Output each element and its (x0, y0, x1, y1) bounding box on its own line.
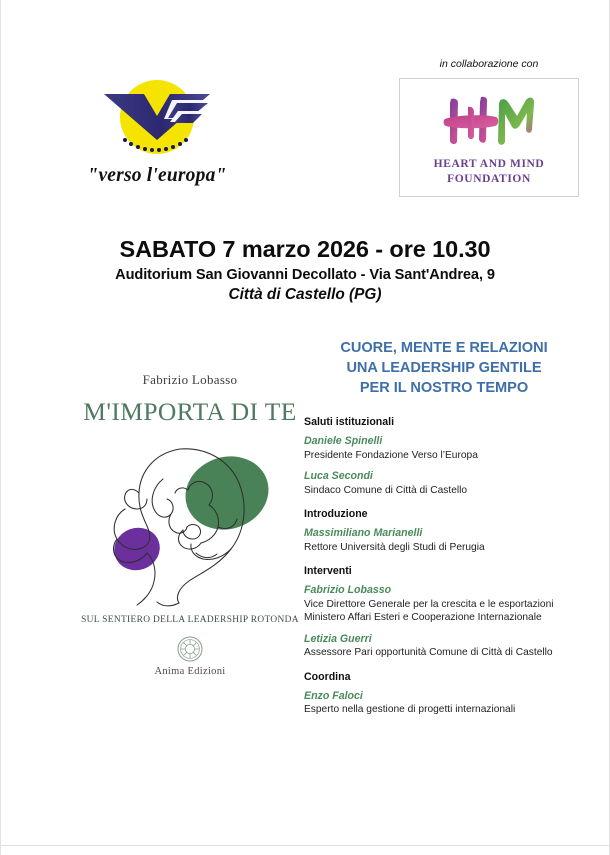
organizer-logo (77, 78, 237, 187)
eu-chevron-stars-icon (98, 78, 216, 156)
program-section (304, 671, 584, 717)
organizer-logo-caption: "verso l'europa" (87, 165, 227, 186)
collaboration-name-line1: HEART AND MIND (433, 158, 545, 170)
program-person (304, 583, 584, 625)
collaboration-block (399, 58, 579, 197)
program-section-heading: Saluti istituzionali (304, 416, 395, 429)
collaboration-label: in collaborazione con (439, 58, 539, 70)
program-section-heading: Introduzione (304, 508, 368, 521)
book-author: Fabrizio Lobasso (142, 372, 238, 387)
line-art-face-illustration (85, 431, 295, 611)
program-title-line2: UNA LEADERSHIP GENTILE (346, 360, 542, 377)
program-person (304, 526, 584, 554)
collaboration-name-line2: FOUNDATION (447, 173, 531, 186)
person-name: Massimiliano Marianelli (304, 527, 423, 540)
person-role: Rettore Università degli Studi di Perugia (304, 541, 485, 553)
program-section (304, 508, 584, 554)
person-role-secondary: Ministero Affari Esteri e Cooperazione Internazionale (304, 612, 542, 624)
book-cover (77, 372, 303, 677)
event-venue: Auditorium San Giovanni Decollato - Via Sant'Andrea, 9 (115, 267, 495, 283)
program-section (304, 565, 584, 660)
person-name: Daniele Spinelli (304, 435, 383, 448)
person-name: Luca Secondi (304, 470, 373, 483)
logo-band (1, 0, 609, 210)
person-role: Esperto nella gestione di progetti internazionali (304, 704, 516, 716)
person-name: Enzo Faloci (304, 689, 363, 702)
program-title-line3: PER IL NOSTRO TEMPO (359, 380, 529, 397)
program-person (304, 469, 584, 497)
program-section-heading: Coordina (304, 670, 351, 683)
event-city: Città di Castello (PG) (228, 286, 382, 303)
event-date: SABATO 7 marzo 2026 - ore 10.30 (119, 236, 491, 262)
program-section-heading: Interventi (304, 565, 352, 578)
program-title-line1: CUORE, MENTE E RELAZIONI (340, 340, 548, 356)
book-subtitle: SUL SENTIERO DELLA LEADERSHIP ROTONDA (81, 615, 299, 625)
person-name: Letizia Guerri (304, 632, 372, 645)
sheet-bottom-edge (1, 845, 609, 846)
anima-edizioni-rosette-icon (177, 636, 203, 662)
person-role: Vice Direttore Generale per la crescita e le esportazioni (304, 598, 554, 610)
program-column (304, 338, 584, 728)
program-title (304, 338, 584, 398)
collaboration-logo-card (399, 78, 579, 197)
person-role: Presidente Fondazione Verso l’Europa (304, 449, 478, 461)
event-header (1, 236, 609, 304)
chevron-stars-svg (98, 78, 216, 156)
person-name: Fabrizio Lobasso (304, 584, 392, 597)
book-title: M'IMPORTA DI TE (83, 397, 297, 426)
program-person (304, 689, 584, 717)
program-person (304, 434, 584, 462)
program-section (304, 416, 584, 497)
person-role: Assessore Pari opportunità Comune di Città di Castello (304, 647, 553, 659)
collaboration-logo-name (406, 157, 572, 187)
program-person (304, 632, 584, 660)
book-publisher: Anima Edizioni (154, 666, 226, 677)
heart-and-mind-hm-icon (441, 89, 537, 151)
person-role: Sindaco Comune di Città di Castello (304, 484, 468, 496)
